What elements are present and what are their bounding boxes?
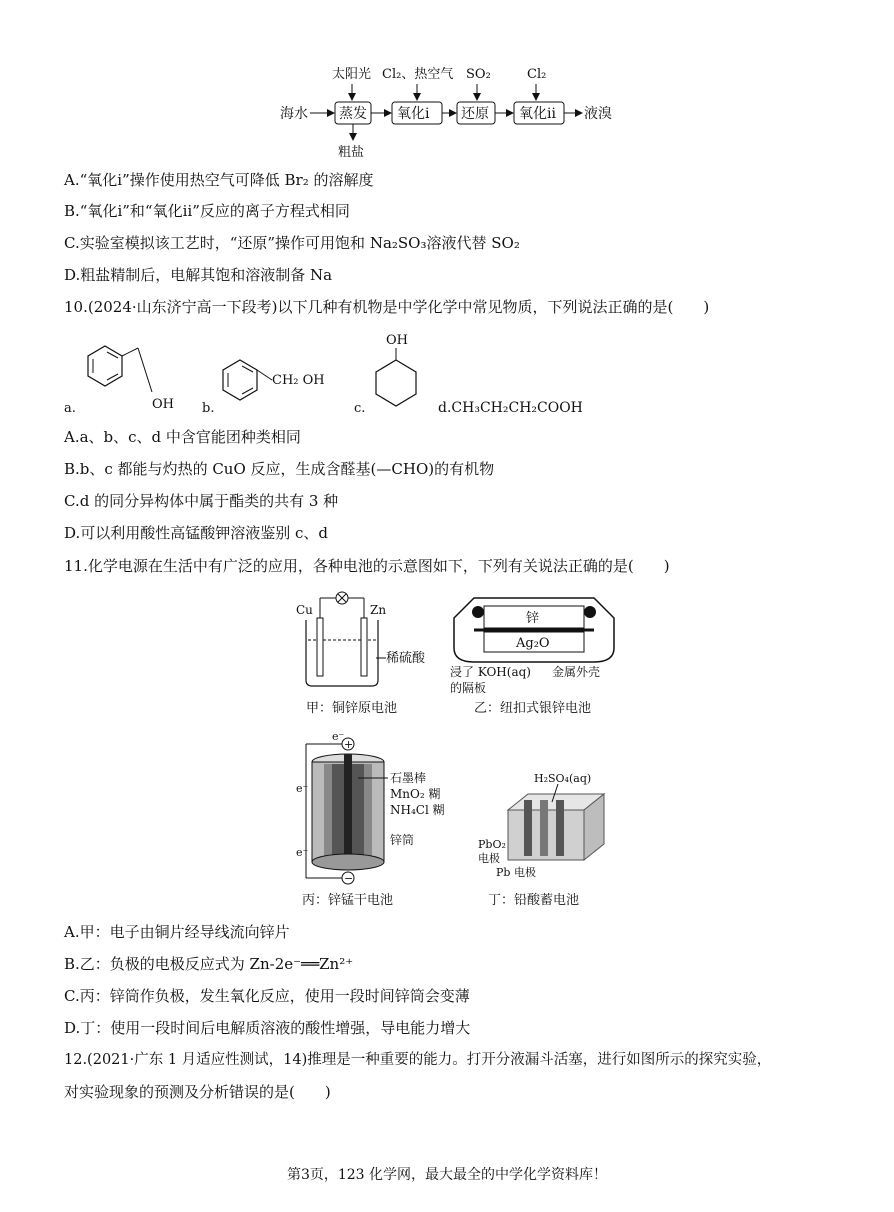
q11-stem: 11.化学电源在生活中有广泛的应用，各种电池的示意图如下，下列有关说法正确的是( ) [64, 557, 670, 575]
bromine-flow-diagram [270, 62, 630, 162]
q11-option-d: D.丁：使用一段时间后电解质溶液的酸性增强，导电能力增大 [64, 1019, 471, 1037]
flow-sun: 太阳光 [332, 67, 372, 82]
e-left1: e⁻ [296, 782, 309, 795]
elec-label: 电极 [478, 852, 500, 865]
rod-label: 石墨棒 [390, 771, 427, 785]
q9-option-a: A.“氧化ⅰ”操作使用热空气可降低 Br₂ 的溶解度 [64, 171, 374, 189]
q10-option-d: D.可以利用酸性高锰酸钾溶液鉴别 c、d [64, 524, 329, 542]
q11-option-b: B.乙：负极的电极反应式为 Zn-2e⁻══Zn²⁺ [64, 955, 354, 973]
label-b: b. [202, 401, 215, 416]
flow-evap: 蒸发 [339, 106, 367, 122]
yi-zn-label: 锌 [526, 611, 540, 626]
label-a: a. [64, 401, 76, 416]
flow-out: 液溴 [584, 106, 612, 122]
nh4cl-label: NH₄Cl 糊 [390, 803, 445, 817]
flow-reduce: 还原 [461, 106, 489, 122]
flow-ox1: 氧化ⅰ [397, 106, 430, 122]
q10-stem: 10.(2024·山东济宁高一下段考)以下几种有机物是中学化学中常见物质，下列说法正确的是( ) [64, 298, 710, 316]
acid-label: 稀硫酸 [386, 651, 426, 666]
q10-option-c: C.d 的同分异构体中属于酯类的共有 3 种 [64, 492, 339, 510]
q12-stem-line2: 对实验现象的预测及分析错误的是( ) [64, 1083, 331, 1101]
q9-option-c: C.实验室模拟该工艺时，“还原”操作可用饱和 Na₂SO₃溶液代替 SO₂ [64, 234, 520, 252]
bing-caption: 丙：锌锰干电池 [302, 893, 394, 908]
oh-a: OH [152, 397, 174, 412]
q9-option-d: D.粗盐精制后，电解其饱和溶液制备 Na [64, 266, 333, 284]
ding-caption: 丁：铅酸蓄电池 [488, 893, 580, 908]
battery-yi-diagram [444, 588, 624, 718]
e-left2: e⁻ [296, 846, 309, 859]
koh-label: 浸了 KOH(aq) [450, 665, 531, 679]
battery-ding-diagram [478, 770, 628, 910]
q9-option-b: B.“氧化ⅰ”和“氧化ⅱ”反应的离子方程式相同 [64, 202, 350, 220]
minus-sign: − [344, 872, 354, 885]
oh-c: OH [386, 333, 408, 348]
flow-cl2-air: Cl₂、热空气 [382, 67, 454, 82]
ch2oh-b: CH₂ OH [272, 373, 325, 388]
ag2o-label: Ag₂O [516, 636, 550, 651]
page-footer: 第3页，123 化学网，最大最全的中学化学资料库！ [286, 1167, 608, 1183]
flow-cl2: Cl₂ [527, 67, 547, 82]
h2so4-label: H₂SO₄(aq) [534, 772, 592, 785]
label-d: d.CH₃CH₂CH₂COOH [438, 400, 583, 416]
q11-option-a: A.甲：电子由铜片经导线流向锌片 [64, 923, 290, 941]
plus-sign: + [344, 738, 354, 751]
e-top: e⁻ [332, 730, 345, 743]
flow-salt: 粗盐 [338, 145, 365, 160]
q10-structures [60, 328, 620, 420]
q10-option-a: A.a、b、c、d 中含官能团种类相同 [64, 428, 301, 446]
mno2-label: MnO₂ 糊 [390, 787, 441, 801]
sep-label: 的隔板 [450, 681, 487, 695]
q10-option-b: B.b、c 都能与灼热的 CuO 反应，生成含醛基(—CHO)的有机物 [64, 460, 495, 478]
pbo2-label: PbO₂ [478, 838, 506, 851]
flow-ox2: 氧化ⅱ [519, 106, 556, 122]
q12-stem-line1: 12.(2021·广东 1 月适应性测试，14)推理是一种重要的能力。打开分液漏斗活塞，进行如图所示的探究实验， [64, 1052, 772, 1068]
cu-label: Cu [296, 603, 313, 617]
label-c: c. [354, 401, 366, 416]
yi-caption: 乙：纽扣式银锌电池 [474, 701, 592, 716]
shell-label: 金属外壳 [552, 665, 601, 679]
zn-label: Zn [370, 603, 387, 617]
jia-caption: 甲：铜锌原电池 [306, 701, 398, 716]
pb-label: Pb 电极 [496, 866, 536, 879]
battery-bing-diagram [296, 728, 456, 912]
flow-sea: 海水 [280, 106, 308, 122]
q11-option-c: C.丙：锌筒作负极，发生氧化反应，使用一段时间锌筒会变薄 [64, 987, 470, 1005]
battery-jia-diagram [290, 588, 440, 718]
flow-so2: SO₂ [466, 67, 491, 82]
can-label: 锌筒 [390, 833, 415, 847]
